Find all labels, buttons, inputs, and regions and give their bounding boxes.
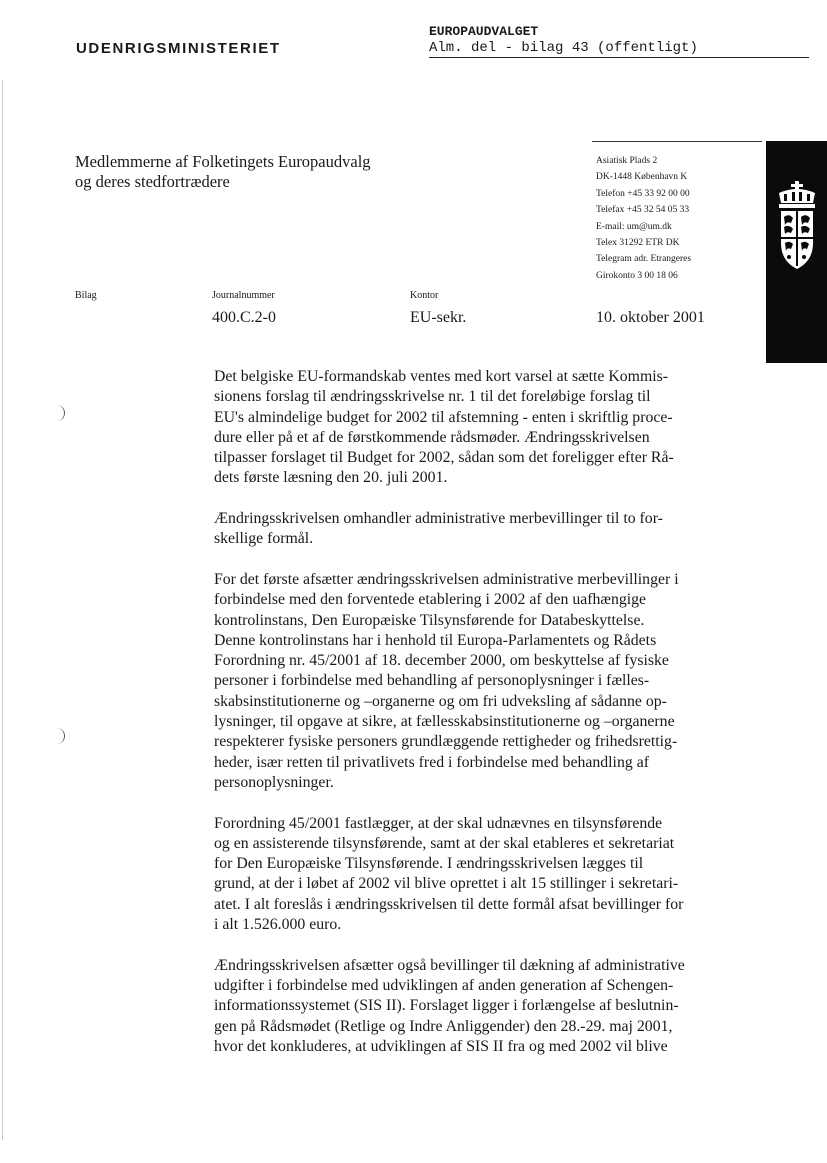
ministry-name: UDENRIGSMINISTERIET (76, 40, 281, 57)
text-line: EU's almindelige budget for 2002 til afstemning - enten i skriftlig proce- (214, 408, 673, 426)
address-line: Telex 31292 ETR DK (596, 238, 680, 249)
text-line: skellige formål. (214, 530, 314, 548)
text-line: For det første afsætter ændringsskrivelsen administrative merbevillinger i (214, 570, 679, 588)
text-line: sionens forslag til ændringsskrivelse nr. 1 til det foreløbige forslag til (214, 388, 651, 406)
address-line: Telefon +45 33 92 00 00 (596, 188, 690, 199)
text-line: for Den Europæiske Tilsynsførende. I ændringsskrivelsen lægges til (214, 855, 644, 873)
recipient-line: Medlemmerne af Folketingets Europaudvalg (75, 152, 371, 171)
text-line: Denne kontrolinstans har i henhold til Europa-Parlamentets og Rådets (214, 631, 657, 649)
office-label: Kontor (410, 290, 439, 301)
text-line: dets første læsning den 20. juli 2001. (214, 469, 448, 487)
text-line: lysninger, til opgave at sikre, at fællesskabsinstitutionerne og –organerne (214, 713, 675, 731)
office-value: EU-sekr. (410, 309, 467, 326)
paragraph (214, 570, 731, 793)
journal-number: 400.C.2-0 (212, 309, 276, 326)
text-line: grund, at der i løbet af 2002 vil blive oprettet i alt 15 stillinger i sekretari- (214, 875, 679, 893)
logo-bar (766, 141, 827, 363)
committee-stamp-title: EUROPAUDVALGET (429, 24, 539, 39)
address-line: Asiatisk Plads 2 (596, 156, 658, 166)
text-line: Ændringsskrivelsen afsætter også bevillinger til dækning af administrative (214, 956, 685, 974)
text-line: gen på Rådsmødet (Retlige og Indre Anliggender) den 28.-29. maj 2001, (214, 1017, 673, 1035)
text-line: kontrolinstans, Den Europæiske Tilsynsførende for Databeskyttelse. (214, 611, 645, 629)
text-line: forbindelse med den forventede etablering i 2002 af den uafhængige (214, 591, 647, 609)
address-line: DK-1448 København K (596, 172, 688, 183)
text-line: Ændringsskrivelsen omhandler administrative merbevillinger til to for- (214, 510, 663, 528)
text-line: skabsinstitutionerne og –organerne og om fri udveksling af sådanne op- (214, 692, 667, 710)
paragraph (214, 367, 731, 489)
text-line: Det belgiske EU-formandskab ventes med kort varsel at sætte Kommis- (214, 368, 669, 385)
paragraph (214, 814, 731, 936)
paragraph (214, 509, 731, 550)
text-line: tilpasser forslaget til Budget for 2002, sådan som det foreligger efter Rå- (214, 449, 674, 467)
address-divider (592, 141, 762, 142)
recipient-block (75, 152, 371, 192)
text-line: personer i forbindelse med behandling af personoplysninger i fælles- (214, 672, 650, 690)
text-line: i alt 1.526.000 euro. (214, 916, 342, 934)
margin-mark (56, 405, 65, 421)
text-line: hvor det konkluderes, at udviklingen af SIS II fra og med 2002 vil blive (214, 1037, 668, 1055)
text-line: dure eller på et af de førstkommende rådsmøder. Ændringsskrivelsen (214, 428, 650, 446)
text-line: personoplysninger. (214, 773, 334, 791)
ministry-address (596, 153, 691, 284)
scan-edge-line (2, 80, 3, 1140)
margin-mark (56, 728, 65, 744)
paragraph (214, 956, 731, 1057)
bilag-label: Bilag (75, 290, 97, 301)
text-line: og en assisterende tilsynsførende, samt at der skal etableres et sekretariat (214, 834, 675, 852)
letter-date: 10. oktober 2001 (596, 309, 705, 326)
journal-label: Journalnummer (212, 290, 275, 301)
text-line: udgifter i forbindelse med udviklingen af anden generation af Schengen- (214, 976, 674, 994)
text-line: heder, især retten til privatlivets fred i forbindelse med behandling af (214, 753, 649, 771)
address-line: Girokonto 3 00 18 06 (596, 270, 678, 281)
recipient-line: og deres stedfortrædere (75, 172, 230, 191)
text-line: Forordning nr. 45/2001 af 18. december 2000, om beskyttelse af fysiske (214, 652, 669, 670)
text-line: informationssystemet (SIS II). Forslaget ligger i forlængelse af beslutnin- (214, 997, 679, 1015)
text-line: Forordning 45/2001 fastlægger, at der skal udnævnes en tilsynsførende (214, 814, 663, 832)
letter-body (214, 367, 731, 1057)
text-line: atet. I alt foreslås i ændringsskrivelsen til dette formål afsat bevillinger for (214, 895, 684, 913)
address-line: Telegram adr. Etrangeres (596, 254, 692, 265)
committee-stamp-subtitle: Alm. del - bilag 43 (offentligt) (429, 40, 809, 58)
danish-royal-coat-of-arms-icon (773, 181, 821, 277)
text-line: respekterer fysiske personers grundlæggende rettigheder og frihedsrettig- (214, 733, 678, 751)
address-line: E-mail: um@um.dk (596, 221, 672, 232)
address-line: Telefax +45 32 54 05 33 (596, 205, 690, 216)
